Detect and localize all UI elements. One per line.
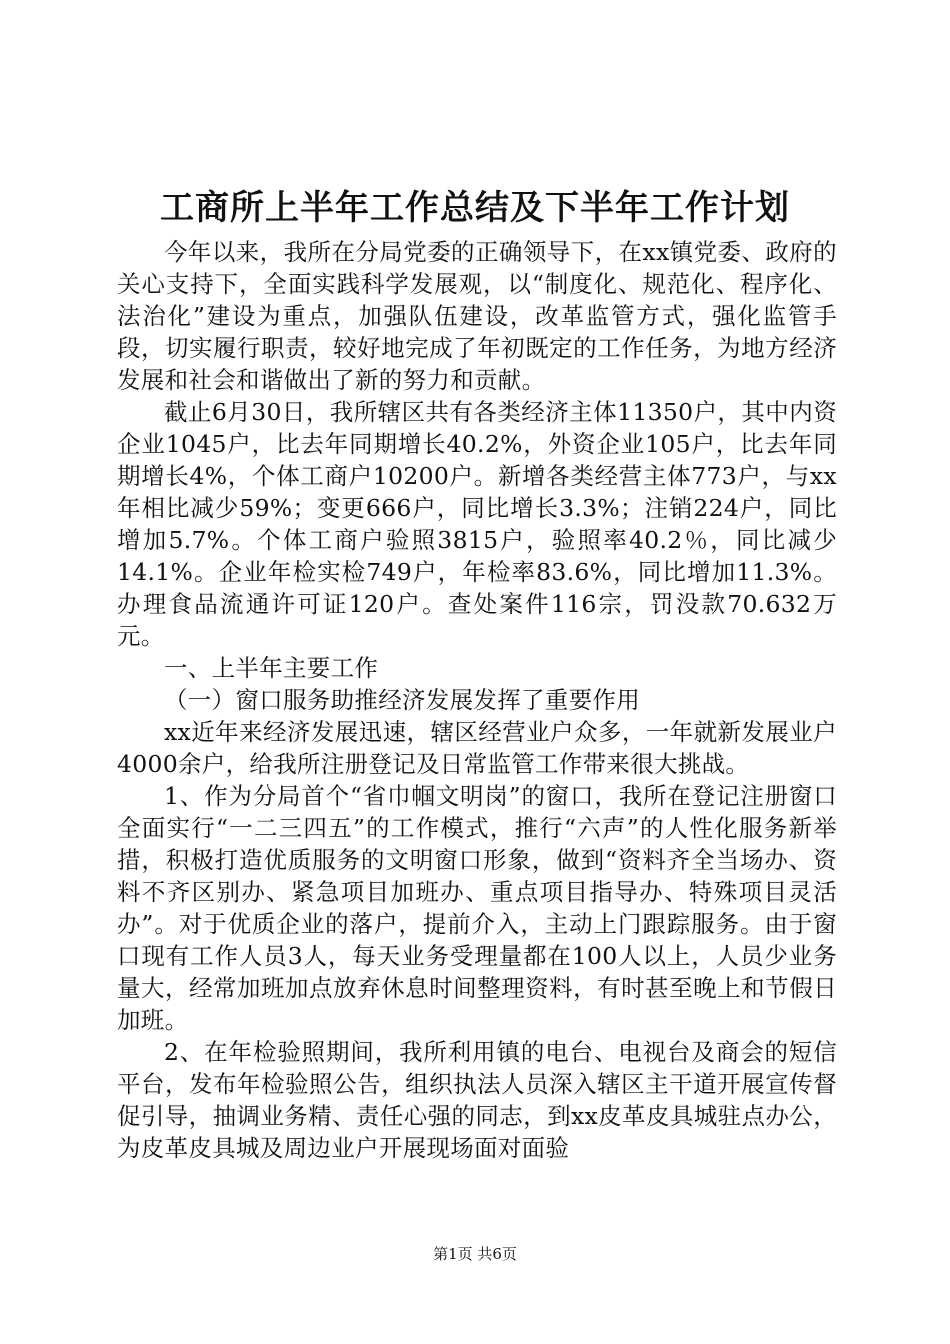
document-body bbox=[117, 236, 837, 1164]
subsection-heading: （一）窗口服务助推经济发展发挥了重要作用 bbox=[164, 686, 640, 714]
body-paragraph: 2、在年检验照期间，我所利用镇的电台、电视台及商会的短信平台，发布年检验照公告，组织执法人员深入辖区主干道开展宣传督促引导，抽调业务精、责任心强的同志，到xx皮革皮具城驻点办公，为皮革皮具城及周边业户开展现场面对面验 bbox=[117, 1038, 837, 1162]
body-paragraph: xx近年来经济发展迅速，辖区经营业户众多，一年就新发展业户4000余户，给我所注册登记及日常监管工作带来很大挑战。 bbox=[117, 718, 837, 778]
page-footer: 第1页 共6页 bbox=[433, 1245, 517, 1263]
document-title: 工商所上半年工作总结及下半年工作计划 bbox=[160, 188, 790, 228]
section-heading: 一、上半年主要工作 bbox=[164, 654, 379, 682]
body-paragraph: 1、作为分局首个“省巾帼文明岗”的窗口，我所在登记注册窗口全面实行“一二三四五”的工作模式，推行“六声”的人性化服务新举措，积极打造优质服务的文明窗口形象，做到“资料齐全当场办、资料不齐区别办、紧急项目加班办、重点项目指导办、特殊项目灵活办”。对于优质企业的落户，提前介入，主动上门跟踪服务。由于窗口现有工作人员3人，每天业务受理量都在100人以上，人员少业务量大，经常加班加点放弃休息时间整理资料，有时甚至晚上和节假日加班。 bbox=[117, 782, 837, 1034]
statistics-paragraph: 截止6月30日，我所辖区共有各类经济主体11350户，其中内资企业1045户，比去年同期增长40.2%，外资企业105户，比去年同期增长4%，个体工商户10200户。新增各类经营主体773户，与xx年相比减少59%；变更666户，同比增长3.3%；注销224户，同比增加5.7%。个体工商户验照3815户，验照率40.2％，同比减少14.1%。企业年检实检749户，年检率83.6%，同比增加11.3%。办理食品流通许可证120户。查处案件116宗，罚没款70.632万元。 bbox=[117, 398, 837, 650]
intro-paragraph: 今年以来，我所在分局党委的正确领导下，在xx镇党委、政府的关心支持下，全面实践科学发展观，以“制度化、规范化、程序化、法治化”建设为重点，加强队伍建设，改革监管方式，强化监管手段，切实履行职责，较好地完成了年初既定的工作任务，为地方经济发展和社会和谐做出了新的努力和贡献。 bbox=[117, 238, 837, 394]
